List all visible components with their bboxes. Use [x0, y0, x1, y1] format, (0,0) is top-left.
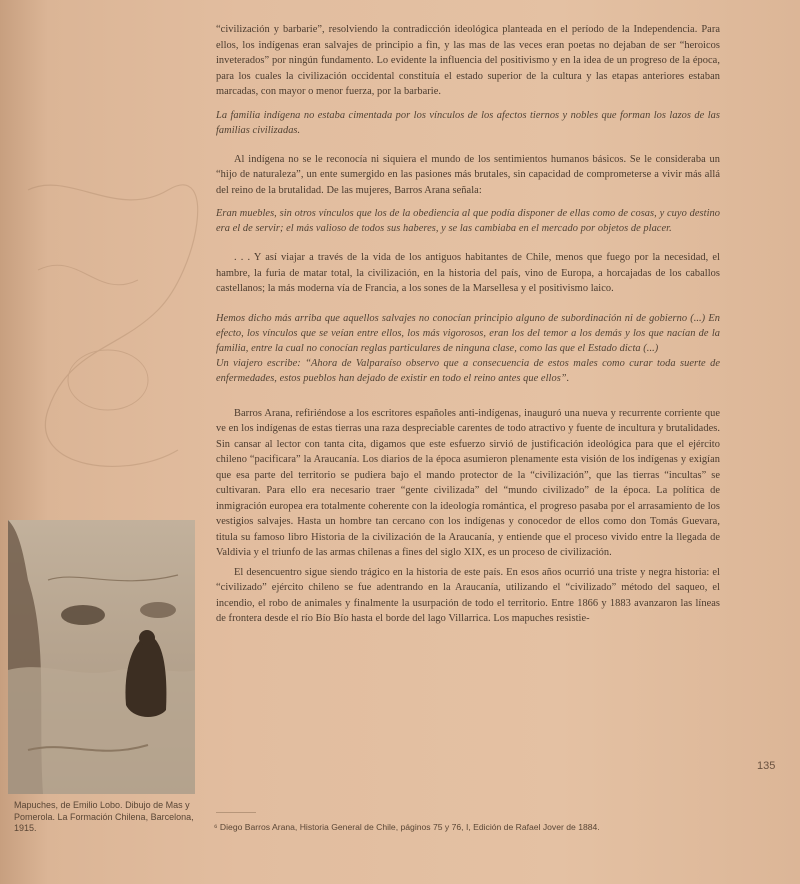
paragraph: El desencuentro sigue siendo trágico en la historia de este país. En esos años ocurrió una triste y negra historia: el “civilizado” ejército chileno se fue adentrando en la Araucanía, utilizando el “civilizado” método del saqueo, el incendio, el robo de animales y finalmente la usurpación de todo el territorio. Entre 1866 y 1883 avanzaron las líneas de frontera desde el río Bío Bío hasta el borde del lago Villarrica. Los mapuches resistie-	[216, 566, 720, 624]
block-quote: Eran muebles, sin otros vínculos que los de la obediencia al que podía disponer de ellas como de cosas, y cuyo destino era el de servir; el más valioso de todos sus haberes, y se las cambiaba en el mercado por objetos de placer.	[216, 208, 720, 234]
block-quote: Hemos dicho más arriba que aquellos salvajes no conocían principio alguno de subordinación ni de gobierno (...) En efecto, los vínculos que se veían entre ellos, los más vigorosos, eran los del temor a los demás y los que nacían de la familia, entre la cual no conocían reglas particulares de ninguna clase, como las que el Estado dicta (...) Un viajero escribe: “Ahora de Valparaíso observo que a consecuencia de estos males como curar toda suerte de enfermedades, estos pueblos han dejado de existir en todo el reino antes que ellos”.	[216, 312, 720, 384]
paragraph: “civilización y barbarie”, resolviendo la contradicción ideológica planteada en el período de la Independencia. Para ellos, los indígenas eran salvajes de principio a fin, y las mas de las veces eran poetas no dejaban de ser “heroicos inveterados” por ningún fundamento. Lo evidente la influencia del positivismo y en la idea de un progreso de la época, para los cuales la civilización occidental constituía el estado superior de la cultura y las etapas anteriores estaban marcadas, con mayor o menor fuerza, por la barbarie.	[216, 24, 720, 97]
paragraph: Al indígena no se le reconocía ni siquiera el mundo de los sentimientos humanos básicos. Se le consideraba un “hijo de naturaleza”, un ente sumergido en las pasiones más brutales, sin capacidad de comprometerse a vivir más allá del reino de la brutalidad. De las mujeres, Barros Arana señala:	[216, 153, 720, 196]
footnote: ⁶ Diego Barros Arana, Historia General de Chile, páginos 75 y 76, I, Edición de Rafael Jover de 1884.	[214, 822, 600, 832]
sepia-illustration	[8, 520, 195, 794]
block-quote: La familia indígena no estaba cimentada por los vínculos de los afectos tiernos y nobles que forman los lazos de las familias civilizadas.	[216, 109, 720, 136]
illustration-drawing	[8, 520, 195, 794]
figure-caption: Mapuches, de Emilio Lobo. Dibujo de Mas y Pomerola. La Formación Chilena, Barcelona, 1915.	[14, 800, 194, 833]
page-number: 135	[757, 760, 776, 772]
faint-bleedthrough-sketch	[8, 150, 208, 520]
footnote-separator	[216, 812, 256, 813]
main-text-column	[216, 22, 720, 627]
paragraph: Barros Arana, refiriéndose a los escritores españoles anti-indígenas, inauguró una nueva y recurrente corriente que ve en los indígenas de estas tierras una raza despreciable carentes de todo atractivo y fuente de incultura y brutalidades. Sin cansar al lector con tanta cita, digamos que este esfuerzo sirvió de justificación ideológica para que el ejército chileno “pacificara” la Araucanía. Los diarios de la época asumieron plenamente esta visión de los indígenas y exigían que esa parte del territorio se pudiera bajo el mando protector de la “civilización”, que las tierras “incultas” se cultivaran. Para ello era necesario traer “gente civilizada” del “mundo civilizado” de la época. La política de inmigración europea era totalmente coherente con la ideología romántica, el progreso pasaba por el arrasamiento de los vestigios salvajes. Hasta un hombre tan cercano con los indígenas y conocedor de ellos como don Tomás Guevara, titula su famoso libro Historia de la civilización de la Araucanía, y entiende que el proceso vivido entre la llegada de Valdivia y el triunfo de las armas chilenas a fines del siglo XIX, es un proceso de civilización.	[216, 407, 720, 558]
paragraph: . . . Y así viajar a través de la vida de los antiguos habitantes de Chile, menos que fuego por la necesidad, el hambre, la furia de matar total, la civilización, en la historia del país, vino de Europa, a horcajadas de los caballos castellanos; la más moderna vía de Francia, a los sones de la Marsellesa y el positivismo laico.	[216, 252, 720, 294]
